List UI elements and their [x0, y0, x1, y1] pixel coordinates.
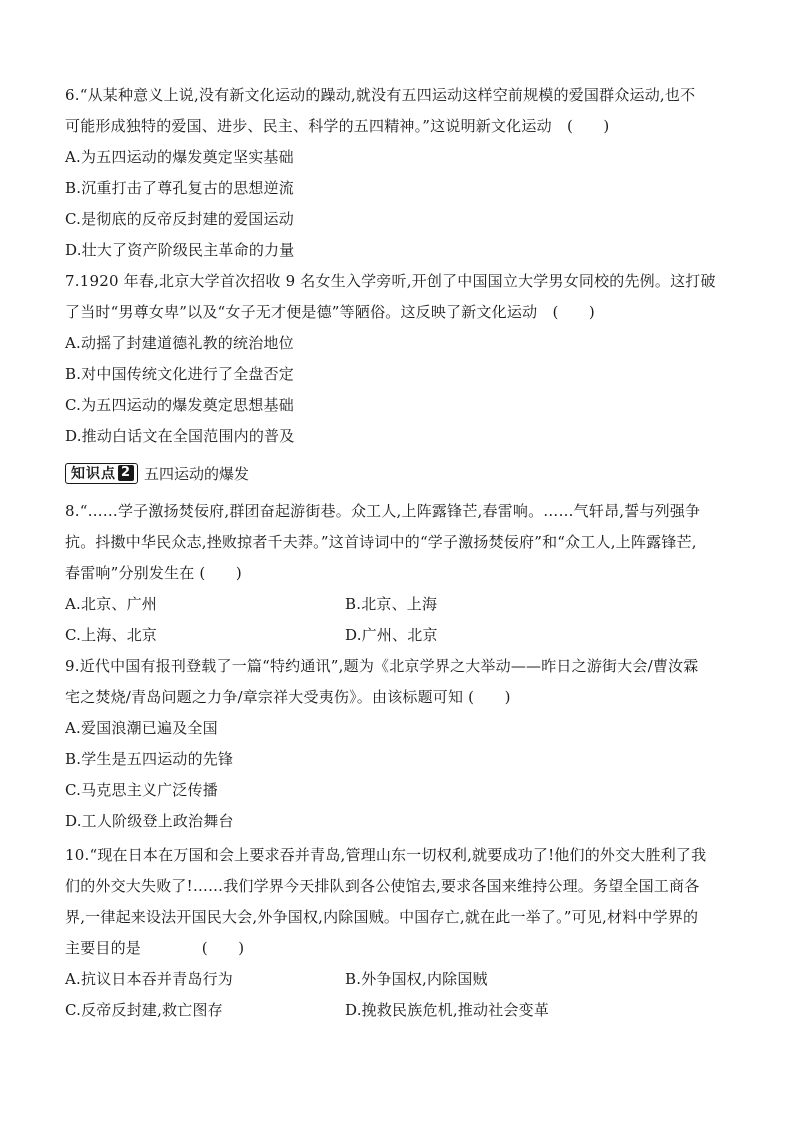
- question-8-option-d: D.广州、北京: [345, 626, 438, 644]
- question-7-option-a: A.动摇了封建道德礼教的统治地位: [65, 334, 294, 352]
- question-9-option-a: A.爱国浪潮已遍及全国: [65, 719, 218, 737]
- question-8-option-c: C.上海、北京: [65, 626, 158, 644]
- question-10-option-d: D.挽救民族危机,推动社会变革: [345, 1001, 550, 1019]
- question-9-option-b: B.学生是五四运动的先锋: [65, 750, 234, 768]
- question-10-stem-line-1: 10.“现在日本在万国和会上要求吞并青岛,管理山东一切权利,就要成功了!他们的外交大胜利了我: [65, 846, 707, 864]
- question-9-stem-line-1: 9.近代中国有报刊登载了一篇“特约通讯”,题为《北京学界之大举动——昨日之游街大会/曹汝霖: [65, 657, 699, 675]
- question-10-stem-line-4: 主要目的是 ( ): [65, 939, 245, 957]
- question-10-option-c: C.反帝反封建,救亡图存: [65, 1001, 223, 1019]
- question-6-stem-line-1: 6.“从某种意义上说,没有新文化运动的躁动,就没有五四运动这样空前规模的爱国群众运动,也不: [65, 86, 696, 104]
- question-6-option-d: D.壮大了资产阶级民主革命的力量: [65, 241, 295, 259]
- question-7-stem-line-1: 7.1920 年春,北京大学首次招收 9 名女生入学旁听,开创了中国国立大学男女同校的先例。这打破: [65, 272, 716, 290]
- question-6-option-a: A.为五四运动的爆发奠定坚实基础: [65, 148, 294, 166]
- question-6-stem-line-2: 可能形成独特的爱国、进步、民主、科学的五四精神。”这说明新文化运动 ( ): [65, 117, 610, 135]
- question-8-option-b: B.北京、上海: [345, 595, 438, 613]
- question-10-stem-line-3: 界,一律起来设法开国民大会,外争国权,内除国贼。中国存亡,就在此一举了。”可见,材料中学界的: [65, 908, 699, 926]
- question-8-stem-line-2: 抗。抖擞中华民众志,挫败掠者千夫莽。”这首诗词中的“学子激扬焚佞府”和“众工人,上阵露锋芒,: [65, 533, 697, 551]
- question-8-stem-line-3: 春雷响”分别发生在 ( ): [65, 564, 242, 582]
- question-6-option-b: B.沉重打击了尊孔复古的思想逆流: [65, 179, 294, 197]
- section-title: 五四运动的爆发: [144, 464, 250, 483]
- question-6-option-c: C.是彻底的反帝反封建的爱国运动: [65, 210, 294, 228]
- question-8-stem-line-1: 8.“……学子激扬焚佞府,群团奋起游街巷。众工人,上阵露锋芒,春雷响。……气轩昂,誓与列强争: [65, 502, 701, 520]
- knowledge-point-badge: [65, 463, 138, 484]
- question-10-option-b: B.外争国权,内除国贼: [345, 970, 488, 988]
- knowledge-point-number: 2: [118, 465, 134, 481]
- question-7-option-c: C.为五四运动的爆发奠定思想基础: [65, 396, 294, 414]
- question-7-option-b: B.对中国传统文化进行了全盘否定: [65, 365, 294, 383]
- question-9-stem-line-2: 宅之焚烧/青岛问题之力争/章宗祥大受夷伤》。由该标题可知 ( ): [65, 688, 511, 706]
- knowledge-point-label: 知识点: [71, 466, 116, 482]
- question-8-option-a: A.北京、广州: [65, 595, 158, 613]
- question-7-stem-line-2: 了当时“男尊女卑”以及“女子无才便是德”等陋俗。这反映了新文化运动 ( ): [65, 303, 595, 321]
- question-10-stem-line-2: 们的外交大失败了!……我们学界今天排队到各公使馆去,要求各国来维持公理。务望全国工商各: [65, 877, 700, 895]
- question-7-option-d: D.推动白话文在全国范围内的普及: [65, 427, 295, 445]
- question-10-option-a: A.抗议日本吞并青岛行为: [65, 970, 234, 988]
- section-heading: [65, 462, 249, 484]
- question-9-option-c: C.马克思主义广泛传播: [65, 781, 218, 799]
- question-9-option-d: D.工人阶级登上政治舞台: [65, 812, 234, 830]
